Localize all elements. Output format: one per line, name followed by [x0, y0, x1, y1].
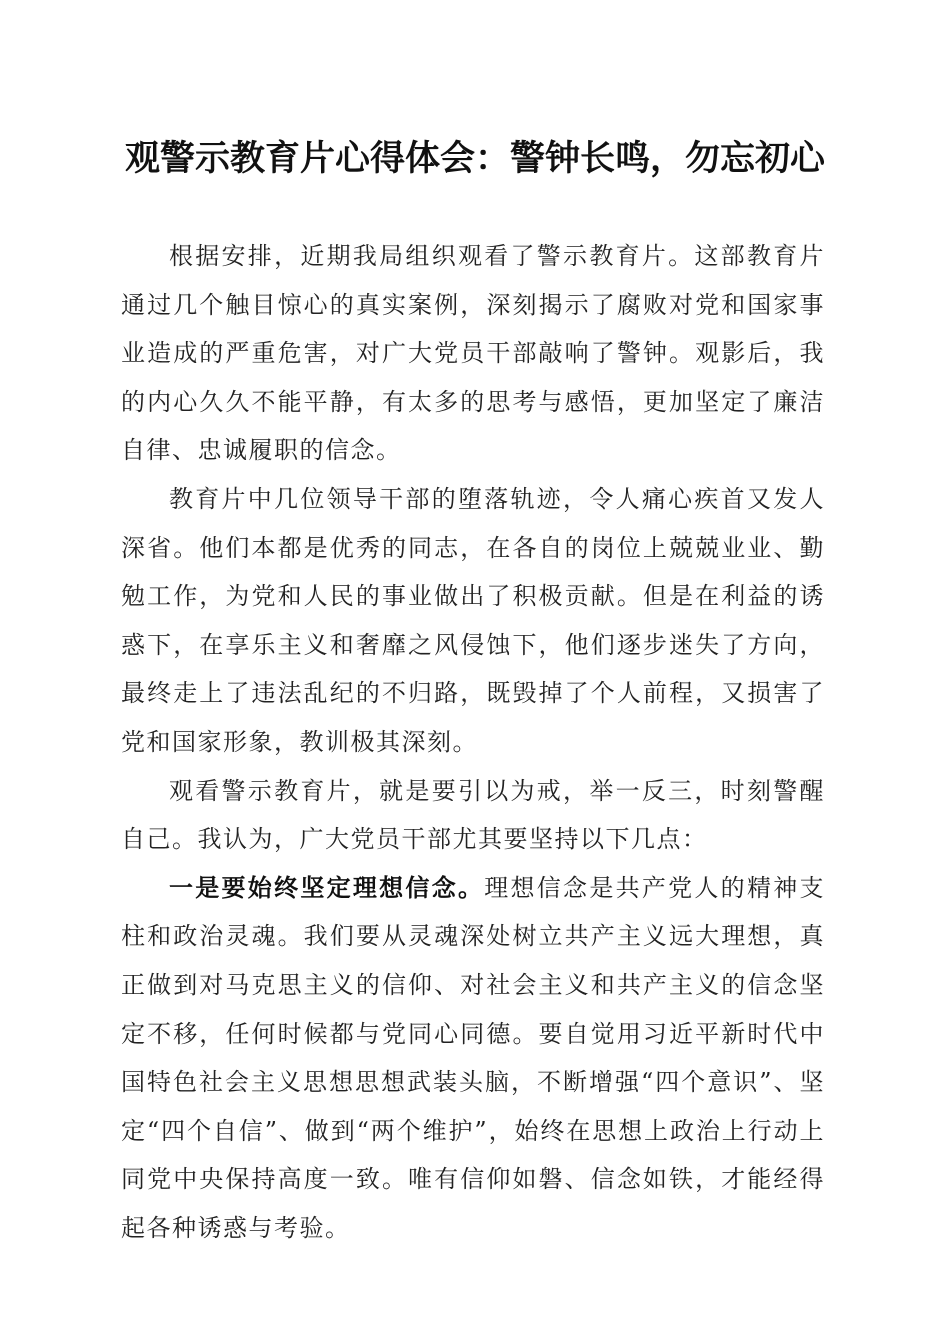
- paragraph-4-lead: 一是要始终坚定理想信念。: [169, 872, 485, 902]
- paragraph-1-text: 根据安排，近期我局组织观看了警示教育片。这部教育片通过几个触目惊心的真实案例，深刻揭示了腐败对党和国家事业造成的严重危害，对广大党员干部敲响了警钟。观影后，我的内心久久不能平静，有太多的思考与感悟，更加坚定了廉洁自律、忠诚履职的信念。: [121, 242, 825, 465]
- paragraph-3: [121, 767, 825, 864]
- paragraph-2-text: 教育片中几位领导干部的堕落轨迹，令人痛心疾首又发人深省。他们本都是优秀的同志，在各自的岗位上兢兢业业、勤勉工作，为党和人民的事业做出了积极贡献。但是在利益的诱惑下，在享乐主义和奢靡之风侵蚀下，他们逐步迷失了方向，最终走上了违法乱纪的不归路，既毁掉了个人前程，又损害了党和国家形象，教训极其深刻。: [121, 484, 825, 756]
- paragraph-4-text: 理想信念是共产党人的精神支柱和政治灵魂。我们要从灵魂深处树立共产主义远大理想，真正做到对马克思主义的信仰、对社会主义和共产主义的信念坚定不移，任何时候都与党同心同德。要自觉用习近平新时代中国特色社会主义思想思想武装头脑，不断增强“四个意识”、坚定“四个自信”、做到“两个维护”，始终在思想上政治上行动上同党中央保持高度一致。唯有信仰如磐、信念如铁，才能经得起各种诱惑与考验。: [121, 873, 825, 1242]
- document-title: 观警示教育片心得体会：警钟长鸣，勿忘初心: [124, 138, 825, 179]
- paragraph-3-text: 观看警示教育片，就是要引以为戒，举一反三，时刻警醒自己。我认为，广大党员干部尤其要坚持以下几点：: [121, 776, 825, 854]
- paragraph-1: [121, 232, 825, 475]
- paragraph-4: [121, 864, 825, 1253]
- document-body: [121, 232, 825, 1252]
- paragraph-2: [121, 475, 825, 767]
